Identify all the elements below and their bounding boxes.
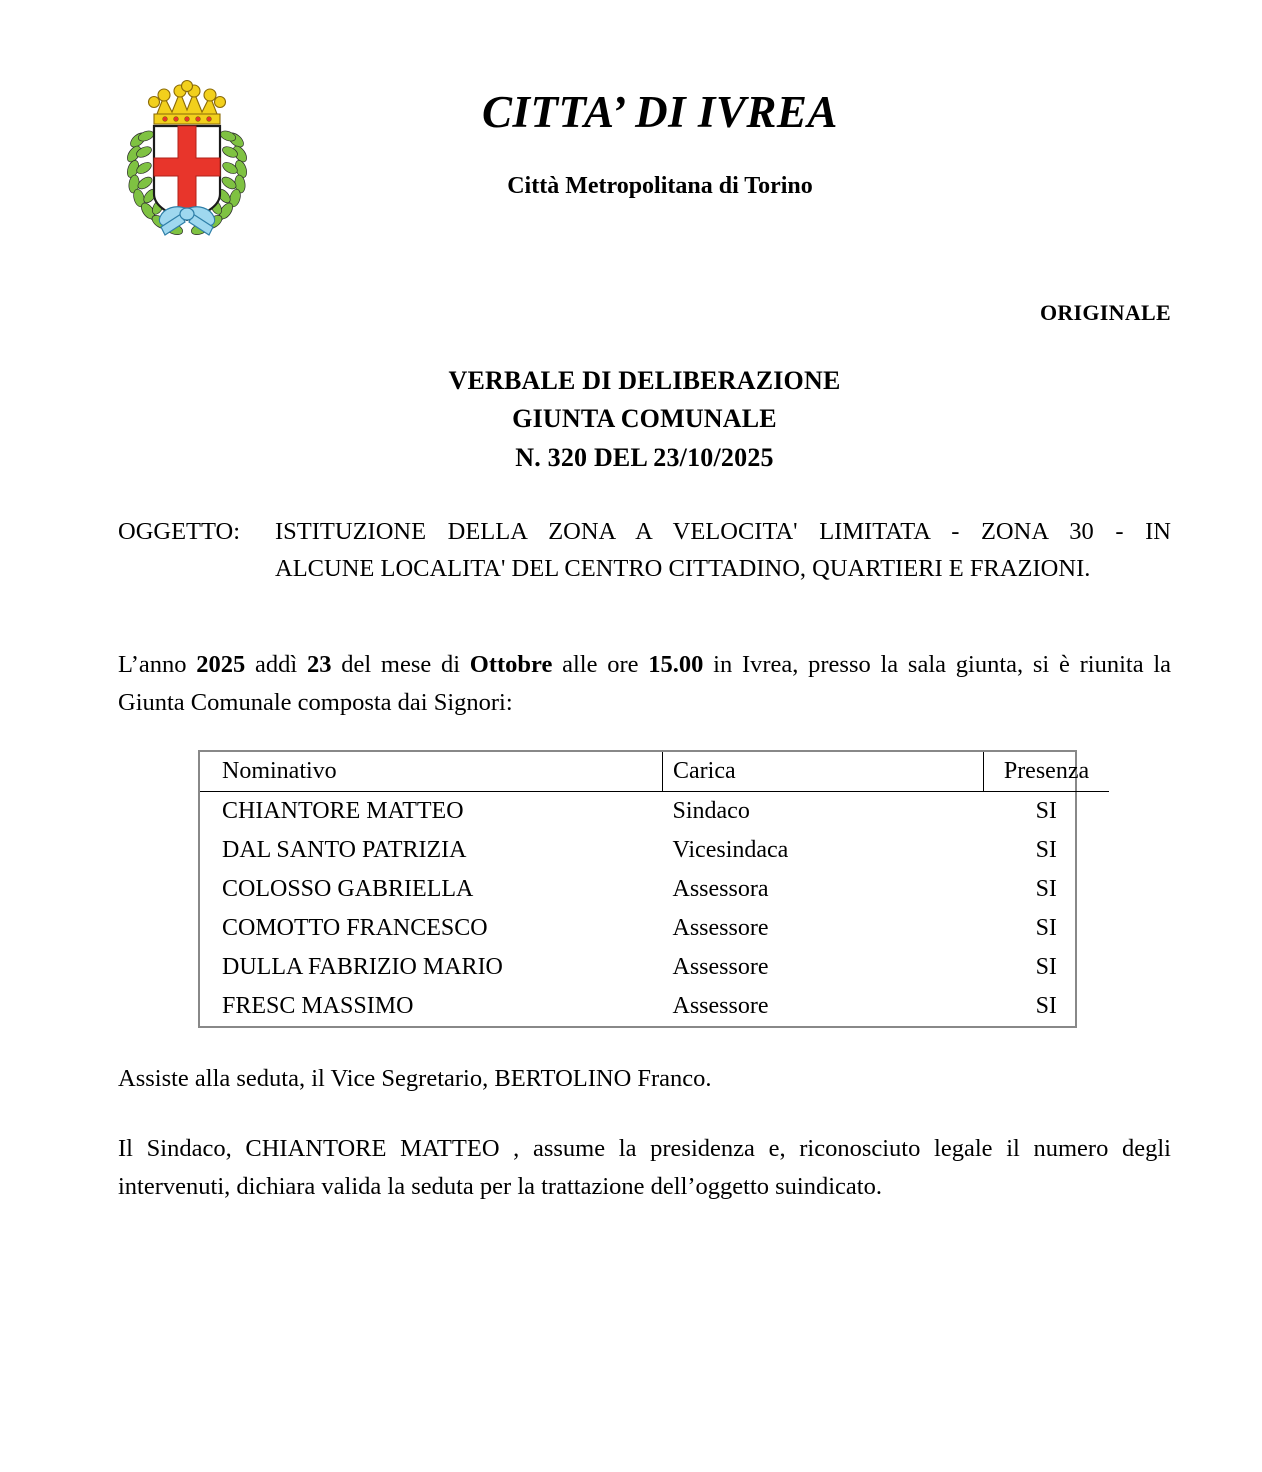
- intro-year: 2025: [196, 651, 246, 678]
- deliberation-number-date: N. 320 DEL 23/10/2025: [515, 442, 774, 472]
- sindaco-paragraph: Il Sindaco, CHIANTORE MATTEO , assume la presidenza e, riconosciuto legale il numero degli intervenuti, dichiara valida la seduta per la trattazione dell’oggetto suindicato.: [118, 1135, 1171, 1200]
- oggetto-label: OGGETTO:: [118, 518, 241, 545]
- page-title: CITTA’ DI IVREA: [482, 87, 838, 137]
- cell-carica: Sindaco: [672, 797, 750, 824]
- table-row: [200, 948, 1109, 987]
- deliberation-line-1: VERBALE DI DELIBERAZIONE: [448, 366, 841, 395]
- cell-carica: Assessore: [672, 953, 769, 980]
- intro-text-5: in Ivrea, presso la sala giunta, si è riunita la Giunta Comunale composta dai Signori:: [118, 651, 1171, 716]
- cell-nominativo: FRESC MASSIMO: [222, 992, 414, 1019]
- intro-text-3: del mese di: [331, 651, 470, 678]
- deliberation-heading: [118, 362, 1171, 477]
- cell-carica: Assessore: [672, 992, 769, 1019]
- cell-presenza: SI: [1035, 875, 1057, 902]
- oggetto-text: [275, 513, 1171, 587]
- oggetto-line-1: ISTITUZIONE DELLA ZONA A VELOCITA' LIMITATA - ZONA 30 - IN: [275, 518, 1171, 545]
- assiste-paragraph: Assiste alla seduta, il Vice Segretario, BERTOLINO Franco.: [118, 1065, 712, 1092]
- page-subtitle: Città Metropolitana di Torino: [507, 173, 813, 199]
- cell-nominativo: CHIANTORE MATTEO: [222, 797, 464, 824]
- table-row: [200, 831, 1109, 870]
- members-table-header: [200, 752, 1109, 792]
- table-row: [200, 792, 1109, 832]
- table-header-row: [200, 752, 1109, 792]
- intro-text-1: L’anno: [118, 651, 197, 678]
- column-header-presenza: Presenza: [984, 752, 1110, 792]
- cell-nominativo: DAL SANTO PATRIZIA: [222, 836, 467, 863]
- copy-marker: ORIGINALE: [1039, 300, 1171, 325]
- cell-carica: Assessore: [672, 914, 769, 941]
- cell-presenza: SI: [1035, 992, 1057, 1019]
- table-row: [200, 909, 1109, 948]
- deliberation-line-2: GIUNTA COMUNALE: [512, 404, 777, 434]
- coat-of-arms-icon: [124, 78, 250, 243]
- table-row: [200, 870, 1109, 909]
- cell-carica: Assessora: [672, 875, 769, 902]
- intro-day: 23: [306, 651, 332, 678]
- cell-nominativo: COLOSSO GABRIELLA: [222, 875, 474, 902]
- members-table-container: [198, 750, 1090, 1028]
- column-header-carica: Carica: [663, 752, 984, 792]
- members-table-body: [200, 792, 1109, 1027]
- cell-nominativo: DULLA FABRIZIO MARIO: [222, 953, 503, 980]
- column-header-nominativo: Nominativo: [200, 752, 663, 792]
- cell-carica: Vicesindaca: [672, 836, 789, 863]
- intro-time: 15.00: [648, 651, 704, 678]
- intro-paragraph: [118, 646, 1171, 722]
- cell-nominativo: COMOTTO FRANCESCO: [222, 914, 488, 941]
- intro-month: Ottobre: [469, 651, 553, 678]
- oggetto-line-2: ALCUNE LOCALITA' DEL CENTRO CITTADINO, QUARTIERI E FRAZIONI.: [275, 555, 1091, 583]
- intro-text-4: alle ore: [552, 651, 649, 678]
- cell-presenza: SI: [1035, 797, 1057, 824]
- cell-presenza: SI: [1035, 953, 1057, 980]
- cell-presenza: SI: [1035, 914, 1057, 941]
- members-table: [200, 752, 1109, 1026]
- table-row: [200, 987, 1109, 1026]
- oggetto-section: [118, 513, 1171, 587]
- cell-presenza: SI: [1035, 836, 1057, 863]
- intro-text-2: addì: [245, 651, 307, 678]
